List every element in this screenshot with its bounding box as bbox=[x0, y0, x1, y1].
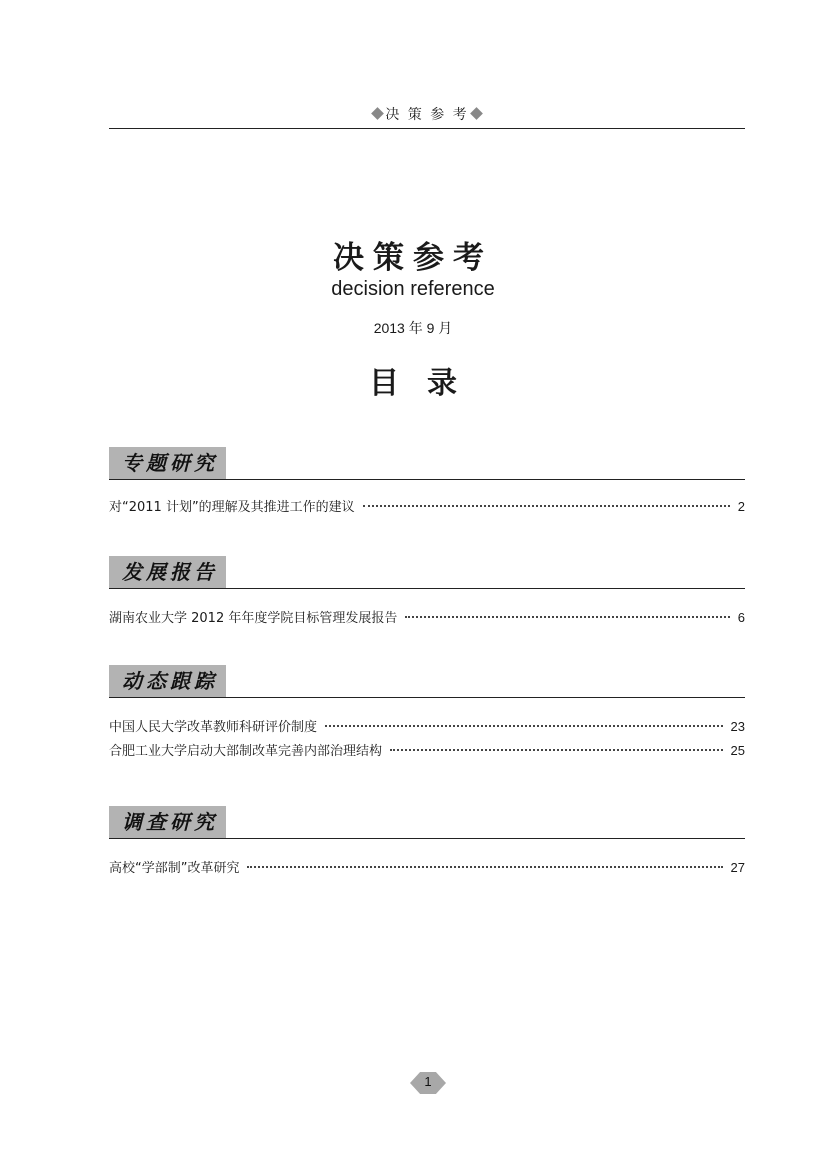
diamond-right-icon bbox=[470, 107, 483, 120]
toc-entry-page: 6 bbox=[737, 610, 745, 625]
section-tab: 动态跟踪 bbox=[109, 665, 226, 697]
diamond-left-icon bbox=[371, 107, 384, 120]
section-header bbox=[109, 556, 745, 589]
section-development-report bbox=[109, 556, 745, 626]
section-tab: 调查研究 bbox=[109, 806, 226, 838]
section-header bbox=[109, 806, 745, 839]
journal-title-en: decision reference bbox=[331, 278, 495, 300]
section-survey-research bbox=[109, 806, 745, 876]
leader-dots bbox=[325, 725, 723, 727]
toc-entry[interactable] bbox=[109, 740, 745, 760]
toc-entry-title: 高校“学部制”改革研究 bbox=[109, 861, 240, 876]
section-special-research bbox=[109, 447, 745, 515]
toc-entry-page: 2 bbox=[737, 499, 745, 514]
toc-entry-page: 27 bbox=[730, 860, 745, 875]
issue-date: 2013 年 9 月 bbox=[373, 320, 453, 336]
toc-entry-page: 25 bbox=[730, 743, 745, 758]
toc-entry-page: 23 bbox=[730, 719, 745, 734]
section-dynamic-tracking bbox=[109, 665, 745, 759]
section-tab: 专题研究 bbox=[109, 447, 226, 479]
running-title: 决 策 参 考 bbox=[385, 107, 469, 123]
leader-dots bbox=[390, 749, 723, 751]
toc-entry-title: 合肥工业大学启动大部制改革完善内部治理结构 bbox=[109, 744, 383, 759]
toc-entry[interactable] bbox=[109, 607, 745, 627]
toc-entry-title: 对“2011 计划”的理解及其推进工作的建议 bbox=[109, 500, 355, 515]
leader-dots bbox=[405, 616, 729, 618]
page-number-badge bbox=[410, 1072, 446, 1094]
toc-title: 目 录 bbox=[369, 366, 457, 401]
toc-entry[interactable] bbox=[109, 496, 745, 516]
section-header bbox=[109, 665, 745, 698]
toc-entry[interactable] bbox=[109, 716, 745, 736]
section-header bbox=[109, 447, 745, 480]
toc-entry-title: 中国人民大学改革教师科研评价制度 bbox=[109, 720, 318, 735]
leader-dots bbox=[363, 505, 730, 507]
running-header bbox=[109, 100, 745, 129]
leader-dots bbox=[247, 866, 722, 868]
toc-entry[interactable] bbox=[109, 857, 745, 877]
section-tab: 发展报告 bbox=[109, 556, 226, 588]
journal-title-zh: 决策参考 bbox=[333, 240, 493, 276]
toc-entry-title: 湖南农业大学 2012 年年度学院目标管理发展报告 bbox=[109, 611, 398, 626]
page-number: 1 bbox=[424, 1074, 432, 1089]
